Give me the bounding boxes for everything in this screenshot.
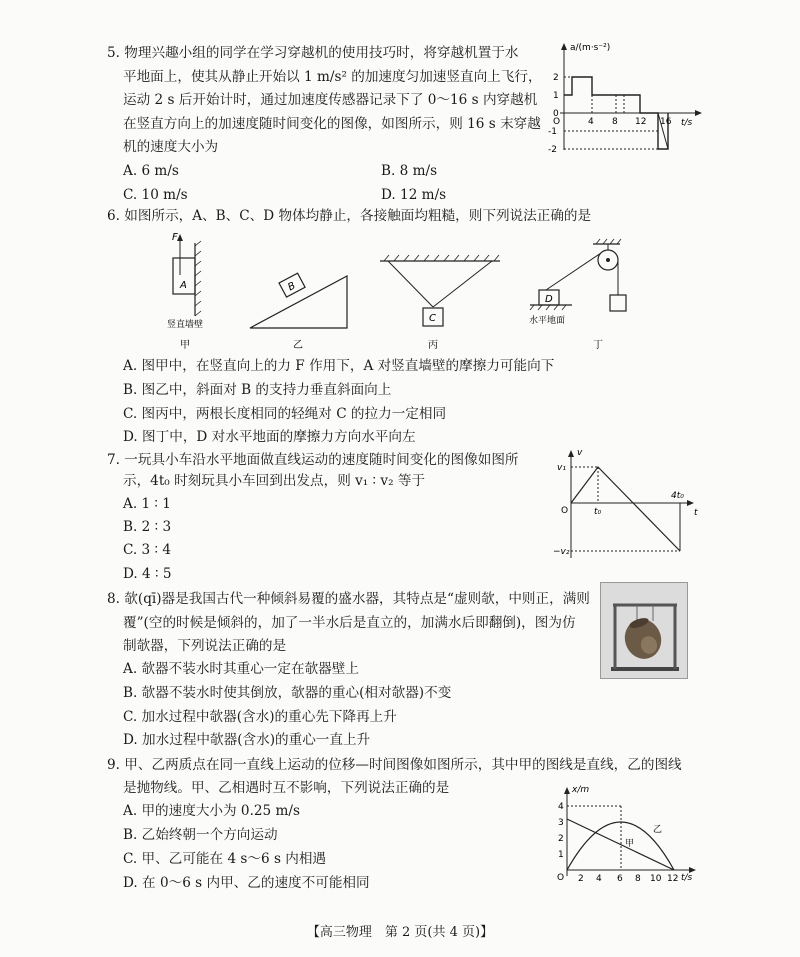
q7-option-c[interactable]: C. 3 ∶ 4 <box>123 542 172 558</box>
q6-option-d[interactable]: D. 图丁中，D 对水平地面的摩擦力方向水平向左 <box>123 429 416 445</box>
q9-ytick-2: 2 <box>558 834 564 844</box>
q5-line-1: 5. 物理兴趣小组的同学在学习穿越机的使用技巧时，将穿越机置于水 <box>107 45 519 61</box>
q9-xtick-2: 2 <box>578 874 584 884</box>
q5-ylabel: a/(m·s⁻²) <box>570 43 611 53</box>
q5-option-c[interactable]: C. 10 m/s <box>123 187 188 203</box>
q5-ytick-2: 2 <box>553 73 559 83</box>
q9-ytick-4: 4 <box>558 802 564 812</box>
q6-caption-jia: 甲 <box>180 340 190 351</box>
q9-ylabel: x/m <box>572 785 590 795</box>
q7-option-b[interactable]: B. 2 ∶ 3 <box>123 519 172 535</box>
q9-option-c[interactable]: C. 甲、乙可能在 4 s～6 s 内相遇 <box>123 851 327 867</box>
q5-ytick-neg2: -2 <box>548 145 557 155</box>
q6-option-c[interactable]: C. 图丙中，两根长度相同的轻绳对 C 的拉力一定相同 <box>123 406 447 422</box>
q7-v2-label: −v₂ <box>553 547 570 557</box>
q9-ytick-3: 3 <box>558 818 564 828</box>
q7-option-d[interactable]: D. 4 ∶ 5 <box>123 566 172 582</box>
q6-force-label: F <box>172 232 178 243</box>
q6-block-c: C <box>429 313 436 324</box>
q7-option-a[interactable]: A. 1 ∶ 1 <box>123 496 171 512</box>
qi-vessel-photo <box>600 582 688 679</box>
q8-option-d[interactable]: D. 加水过程中欹器(含水)的重心一直上升 <box>123 732 371 748</box>
q6-caption-bing: 丙 <box>428 340 438 351</box>
q8-line-3: 制欹器，下列说法正确的是 <box>123 638 287 654</box>
q6-figure-bing <box>380 255 500 351</box>
q5-line-2: 平地面上，使其从静止开始以 1 m/s² 的加速度匀加速竖直向上飞行， <box>123 69 542 85</box>
q5-xtick-4: 4 <box>588 117 594 127</box>
qi-vessel-illustration <box>601 583 687 678</box>
q7-velocity-graph <box>553 445 703 563</box>
q5-origin: O <box>553 117 561 127</box>
q6-caption-ding: 丁 <box>593 340 603 351</box>
q5-xlabel: t/s <box>681 118 693 128</box>
q9-line-1: 9. 甲、乙两质点在同一直线上运动的位移—时间图像如图所示，其中甲的图线是直线，乙的图线 <box>107 757 682 773</box>
q9-label-yi: 乙 <box>653 825 663 835</box>
q7-line-2: 示，4t₀ 时刻玩具小车回到出发点，则 v₁ ∶ v₂ 等于 <box>123 473 426 489</box>
q5-option-b[interactable]: B. 8 m/s <box>381 163 438 179</box>
q6-figure-yi <box>250 273 347 351</box>
q7-4t0-label: 4t₀ <box>671 491 684 501</box>
q5-line-3: 运动 2 s 后开始计时，通过加速度传感器记录下了 0～16 s 内穿越机 <box>123 92 538 108</box>
q6-block-a: A <box>180 280 187 291</box>
q5-line-4: 在竖直方向上的加速度随时间变化的图像，如图所示，则 16 s 末穿越 <box>123 116 541 132</box>
q8-line-2: 覆”(空的时候是倾斜的，加了一半水后是直立的，加满水后即翻倒)，图为仿 <box>123 615 576 631</box>
q9-xtick-4: 4 <box>596 874 602 884</box>
q9-label-jia: 甲 <box>625 839 635 849</box>
q9-xtick-8: 8 <box>635 874 641 884</box>
q7-v1-label: v₁ <box>557 463 566 473</box>
q5-option-a[interactable]: A. 6 m/s <box>123 163 179 179</box>
q7-line-1: 7. 一玩具小车沿水平地面做直线运动的速度随时间变化的图像如图所 <box>107 452 519 468</box>
q6-option-b[interactable]: B. 图乙中，斜面对 B 的支持力垂直斜面向上 <box>123 382 392 398</box>
page-footer: 【高三物理 第 2 页(共 4 页)】 <box>306 925 494 940</box>
q5-ytick-0: 0 <box>553 109 559 119</box>
q9-xtick-12: 12 <box>667 874 679 884</box>
q6-wall-label: 竖直墙壁 <box>167 320 204 330</box>
q8-option-a[interactable]: A. 欹器不装水时其重心一定在欹器壁上 <box>123 661 359 677</box>
q7-ylabel: v <box>577 448 583 458</box>
q7-origin: O <box>561 506 569 516</box>
q6-caption-yi: 乙 <box>293 340 303 351</box>
q5-xtick-12: 12 <box>635 117 647 127</box>
q5-xtick-8: 8 <box>612 117 618 127</box>
q9-xtick-6: 6 <box>617 874 623 884</box>
q5-option-d[interactable]: D. 12 m/s <box>381 187 447 203</box>
q8-line-1: 8. 欹(qī)器是我国古代一种倾斜易覆的盛水器，其特点是“虚则欹，中则正，满则 <box>107 591 590 607</box>
q9-xlabel: t/s <box>681 873 693 883</box>
q9-option-d[interactable]: D. 在 0～6 s 内甲、乙的速度不可能相同 <box>123 875 370 891</box>
q5-ytick-neg1: -1 <box>548 127 557 137</box>
q5-xtick-16: 16 <box>660 117 672 127</box>
q7-t0-label: t₀ <box>594 507 602 517</box>
q9-ytick-1: 1 <box>558 850 564 860</box>
q6-figures <box>150 228 650 352</box>
q9-line-2: 是抛物线。甲、乙相遇时互不影响，下列说法正确的是 <box>123 780 450 796</box>
q9-displacement-graph <box>553 784 703 884</box>
q9-origin: O <box>557 873 565 883</box>
q6-block-b: B <box>286 280 298 294</box>
q6-figure-ding <box>529 239 626 351</box>
q6-figure-jia <box>167 232 203 351</box>
q8-option-c[interactable]: C. 加水过程中欹器(含水)的重心先下降再上升 <box>123 709 397 725</box>
q7-xlabel: t <box>694 508 698 518</box>
q6-block-d: D <box>545 294 553 305</box>
q9-xtick-10: 10 <box>650 874 662 884</box>
q6-ground-label: 水平地面 <box>529 316 566 326</box>
q5-line-5: 机的速度大小为 <box>123 139 219 155</box>
q9-option-a[interactable]: A. 甲的速度大小为 0.25 m/s <box>123 803 300 819</box>
q8-option-b[interactable]: B. 欹器不装水时使其倒放，欹器的重心(相对欹器)不变 <box>123 685 452 701</box>
q5-ytick-1: 1 <box>553 91 559 101</box>
q9-option-b[interactable]: B. 乙始终朝一个方向运动 <box>123 827 278 843</box>
q5-acceleration-graph <box>548 38 708 156</box>
q6-stem: 6. 如图所示，A、B、C、D 物体均静止，各接触面均粗糙，则下列说法正确的是 <box>107 208 592 224</box>
q6-option-a[interactable]: A. 图甲中，在竖直向上的力 F 作用下，A 对竖直墙壁的摩擦力可能向下 <box>123 358 555 374</box>
